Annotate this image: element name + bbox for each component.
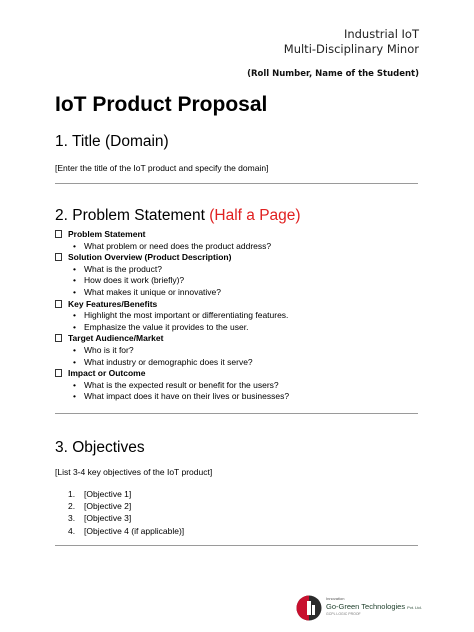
problem-topic-title: Problem Statement [68,229,146,239]
section-problem-heading-text: 2. Problem Statement [55,207,205,224]
section-objectives-heading: 3. Objectives [55,439,145,456]
checkbox-square-icon [55,334,62,342]
logo-caption: Innovation [326,596,345,601]
objective-item [68,500,184,512]
checkbox-square-icon [55,300,62,308]
problem-topic-question: • How does it work (briefly)? [73,275,425,287]
section-divider [55,413,418,414]
objective-number: 1. [68,489,76,499]
problem-topic-title: Key Features/Benefits [68,298,158,309]
document-title: IoT Product Proposal [55,93,268,116]
problem-topic-question: • What problem or need does the product address? [73,241,425,253]
problem-topic-question: • What industry or demographic does it serve? [73,357,425,369]
objective-text: [Objective 4 (if applicable)] [84,525,185,536]
problem-topic-questions [55,241,425,253]
checkbox-square-icon [55,369,62,377]
objective-text: [Objective 3] [84,513,132,524]
problem-topic-questions [55,310,425,333]
problem-topic [55,333,425,368]
problem-topic [55,229,425,252]
company-logo [296,595,436,625]
section-title-domain-instructions: [Enter the title of the IoT product and specify the domain] [55,163,269,173]
logo-brand [326,602,422,611]
problem-topic-questions [55,380,425,403]
logo-tagline: GCPL LOGIC PROOF [326,612,361,616]
objective-number: 2. [68,501,76,512]
logo-brand-name: Go-Green Technologies [326,602,406,611]
objective-item [68,512,184,524]
problem-topic-question: • What makes it unique or innovative? [73,287,425,299]
objective-item [68,488,184,500]
objective-text: [Objective 2] [84,501,132,512]
section-objectives-instructions: [List 3-4 key objectives of the IoT product] [55,467,213,477]
problem-topic [55,368,425,403]
page-header [247,27,419,82]
objective-item [68,525,184,537]
checkbox-square-icon [55,230,62,238]
objective-number: 4. [68,525,76,536]
objectives-list [68,488,184,537]
problem-topic-question: • Who is it for? [73,345,425,357]
header-minor: Multi-Disciplinary Minor [283,42,419,56]
problem-topic [55,299,425,334]
problem-topic-question: • Emphasize the value it provides to the user. [73,322,425,334]
checkbox-square-icon [55,253,62,261]
problem-topic-title: Target Audience/Market [68,333,164,344]
problem-topic-title: Solution Overview (Product Description) [68,252,232,263]
problem-topic-title: Impact or Outcome [68,368,146,379]
problem-topic-questions [55,264,425,299]
header-student-placeholder: (Roll Number, Name of the Student) [247,69,419,79]
problem-topic [55,252,425,298]
objective-number: 3. [68,513,76,524]
section-title-domain-heading: 1. Title (Domain) [55,133,169,150]
objective-text: [Objective 1] [84,489,132,499]
section-problem-length-note: (Half a Page) [209,207,301,224]
header-course: Industrial IoT [343,27,419,41]
section-divider [55,545,418,546]
problem-topic-question: • What impact does it have on their lives or businesses? [73,391,425,403]
problem-topic-question: • What is the product? [73,264,425,276]
problem-topic-question: • Highlight the most important or differentiating features. [73,310,425,322]
logo-brand-suffix: Pvt. Ltd. [407,605,422,610]
problem-topic-questions [55,345,425,368]
problem-topics-list [55,229,425,403]
problem-topic-question: • What is the expected result or benefit for the users? [73,380,425,392]
company-logo-icon [296,595,322,621]
section-problem-heading [55,207,301,225]
section-divider [55,183,418,184]
